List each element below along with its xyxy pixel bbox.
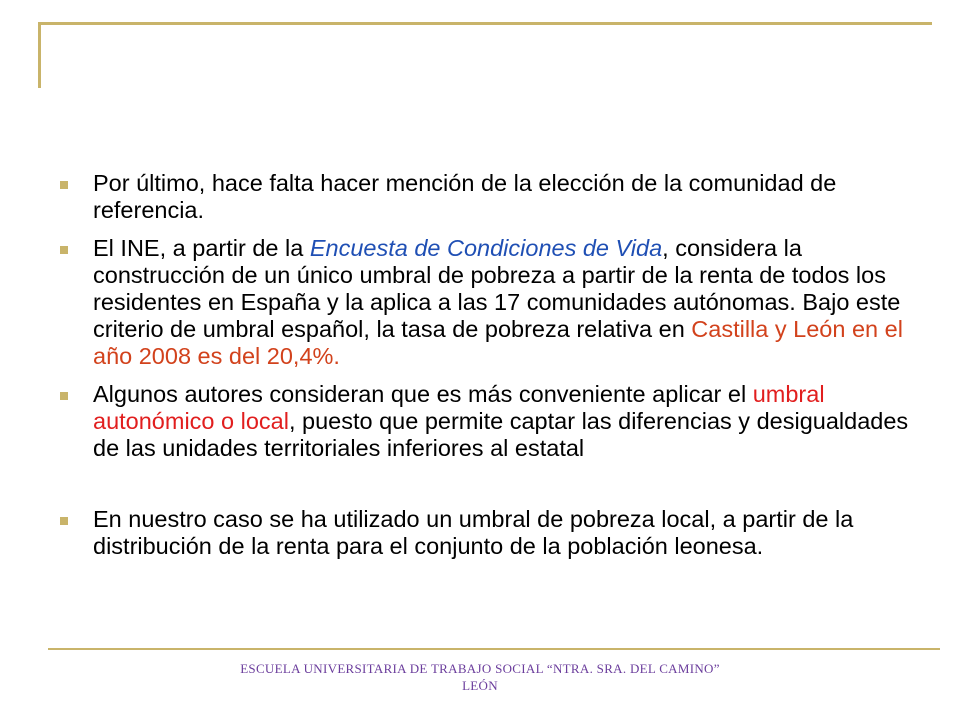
- footer-city: LEÓN: [462, 678, 498, 693]
- bullet-text-part: , considera la construcción de un único umbral de pobreza a partir de la renta de todos los residentes en España y la aplica a las 17 comunidades autónomas. Bajo este criterio de umbral español, la tasa de pobreza relativa en: [93, 235, 901, 342]
- survey-name: Encuesta de Condiciones de Vida: [309, 235, 663, 261]
- bullet-text-part: Algunos autores consideran que es más conveniente aplicar el: [93, 381, 753, 407]
- frame-top-border: [40, 22, 932, 25]
- bullet-text: Por último, hace falta hacer mención de la elección de la comunidad de referencia.: [93, 170, 837, 223]
- footer-divider: [48, 648, 940, 650]
- square-bullet-icon: [60, 246, 68, 254]
- square-bullet-icon: [60, 392, 68, 400]
- square-bullet-icon: [60, 517, 68, 525]
- square-bullet-icon: [60, 181, 68, 189]
- slide-content: [60, 170, 920, 571]
- bullet-text: En nuestro caso se ha utilizado un umbral de pobreza local, a partir de la distribución de la renta para el conjunto de la población leonesa.: [93, 506, 854, 559]
- local-threshold-highlight: umbral autonómico o local: [93, 381, 825, 434]
- footer-school-name: ESCUELA UNIVERSITARIA DE TRABAJO SOCIAL “NTRA. SRA. DEL CAMINO”: [240, 661, 720, 676]
- frame-left-border: [38, 22, 41, 88]
- bullet-item-authors: [60, 381, 920, 462]
- bullet-item-ine: [60, 235, 920, 370]
- footer: [0, 660, 960, 694]
- bullet-text-part: El INE, a partir de la: [93, 235, 310, 261]
- bullet-text-part: , puesto que permite captar las diferencias y desigualdades de las unidades territoriales inferiores al estatal: [93, 408, 909, 461]
- poverty-rate-highlight: Castilla y León en el año 2008 es del 20,4%.: [93, 316, 903, 369]
- bullet-item-our-case: [60, 506, 920, 560]
- bullet-item-community-reference: [60, 170, 920, 224]
